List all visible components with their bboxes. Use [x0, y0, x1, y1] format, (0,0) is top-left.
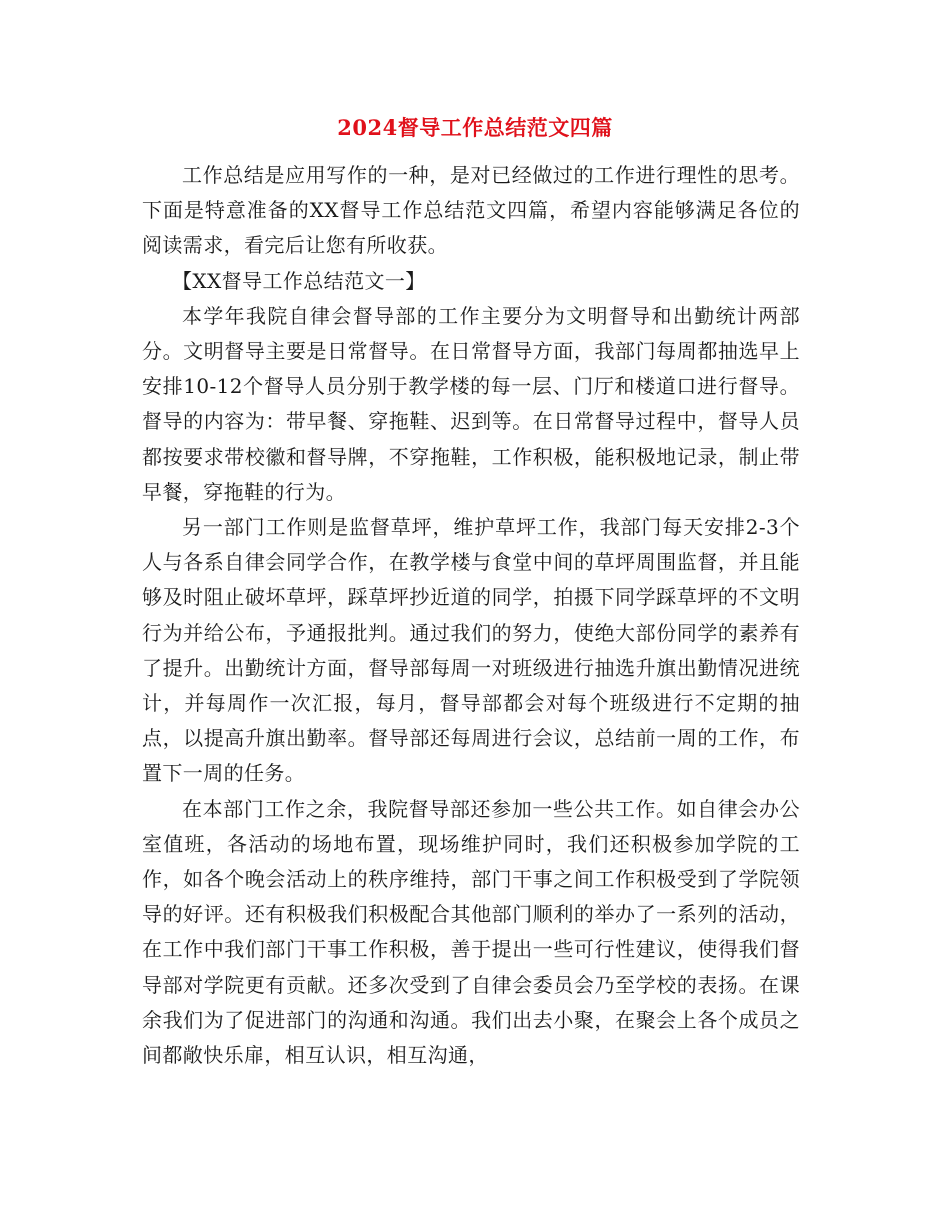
body-paragraph-2: 另一部门工作则是监督草坪，维护草坪工作，我部门每天安排2-3个人与各系自律会同学合作，在教学楼与食堂中间的草坪周围监督，并且能够及时阻止破坏草坪，踩草坪抄近道的同学，拍摄下同学踩草坪的不文明行为并给公布，予通报批判。通过我们的努力，使绝大部份同学的素养有了提升。出勤统计方面，督导部每周一对班级进行抽选升旗出勤情况进统计，并每周作一次汇报，每月，督导部都会对每个班级进行不定期的抽点，以提高升旗出勤率。督导部还每周进行会议，总结前一周的工作，布置下一周的任务。	[142, 515, 800, 786]
body-paragraph-3: 在本部门工作之余，我院督导部还参加一些公共工作。如自律会办公室值班，各活动的场地布置，现场维护同时，我们还积极参加学院的工作，如各个晚会活动上的秩序维持，部门干事之间工作积极受到了学院领导的好评。还有积极我们积极配合其他部门顺利的举办了一系列的活动，在工作中我们部门干事工作积极，善于提出一些可行性建议，使得我们督导部对学院更有贡献。还多次受到了自律会委员会乃至学校的表扬。在课余我们为了促进部门的沟通和沟通。我们出去小聚，在聚会上各个成员之间都敞快乐扉，相互认识，相互沟通，	[142, 796, 800, 1068]
section-heading: 【XX督导工作总结范文一】	[172, 268, 426, 293]
document-body	[142, 158, 800, 1073]
body-paragraph-1: 本学年我院自律会督导部的工作主要分为文明督导和出勤统计两部分。文明督导主要是日常督导。在日常督导方面，我部门每周都抽选早上安排10-12个督导人员分别于教学楼的每一层、门厅和楼道口进行督导。督导的内容为：带早餐、穿拖鞋、迟到等。在日常督导过程中，督导人员都按要求带校徽和督导牌，不穿拖鞋，工作积极，能积极地记录，制止带早餐，穿拖鞋的行为。	[142, 303, 800, 504]
document-title: 2024督导工作总结范文四篇	[337, 115, 613, 140]
intro-paragraph: 工作总结是应用写作的一种，是对已经做过的工作进行理性的思考。下面是特意准备的XX督导工作总结范文四篇，希望内容能够满足各位的阅读需求，看完后让您有所收获。	[142, 163, 800, 258]
